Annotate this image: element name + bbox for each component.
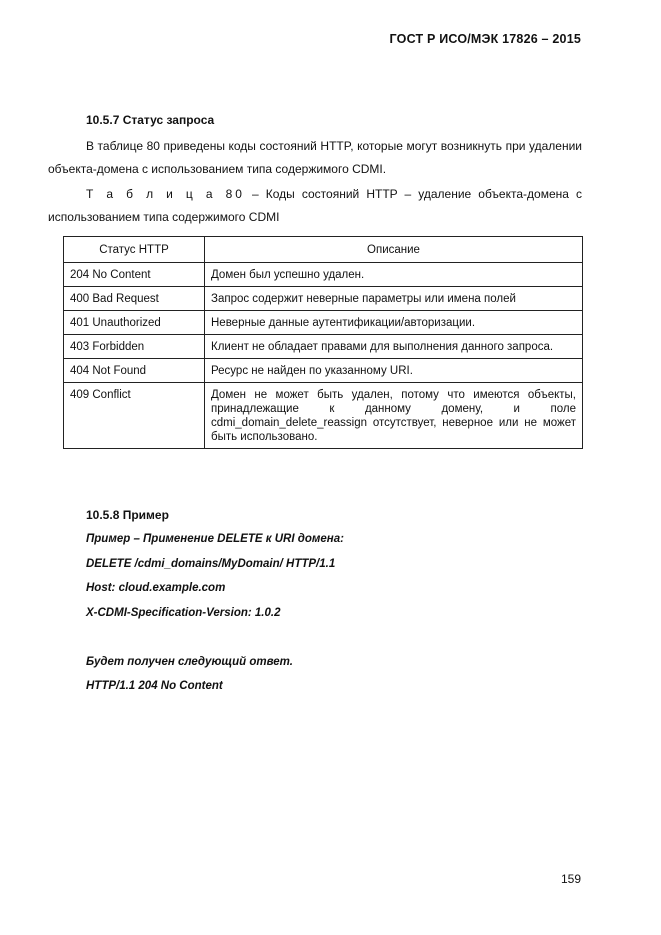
- status-cell: 400 Bad Request: [64, 287, 205, 311]
- description-cell: Домен был успешно удален.: [205, 263, 583, 287]
- status-cell: 401 Unauthorized: [64, 311, 205, 335]
- example-spec-version-line: X-CDMI-Specification-Version: 1.0.2: [86, 607, 281, 619]
- document-header: ГОСТ Р ИСО/МЭК 17826 – 2015: [389, 32, 581, 46]
- column-header-status: Статус HTTP: [64, 237, 205, 263]
- section-title-example: 10.5.8 Пример: [86, 508, 169, 522]
- table-row: [64, 287, 583, 311]
- example-host-line: Host: cloud.example.com: [86, 582, 226, 594]
- status-cell: 403 Forbidden: [64, 335, 205, 359]
- table-row: [64, 383, 583, 449]
- description-cell: Ресурс не найден по указанному URI.: [205, 359, 583, 383]
- table-header-row: [64, 237, 583, 263]
- description-cell: Домен не может быть удален, потому что имеются объекты, принадлежащие к данному домену, и поле cdmi_domain_delete_reassign отсутствует, неверное или не может быть использовано.: [205, 383, 583, 449]
- page-number: 159: [560, 872, 581, 886]
- description-cell: Клиент не обладает правами для выполнения данного запроса.: [205, 335, 583, 359]
- intro-paragraph: [48, 135, 582, 181]
- table-caption-text: – Коды состояний HTTP – удаление объекта-домена с использованием типа содержимого CDMI: [48, 187, 582, 224]
- intro-paragraph-text: В таблице 80 приведены коды состояний HTTP, которые могут возникнуть при удалении объекта-домена с использованием типа содержимого CDMI.: [48, 139, 582, 176]
- table-caption-label: Т а б л и ц а 80: [86, 187, 245, 201]
- description-cell: Запрос содержит неверные параметры или имена полей: [205, 287, 583, 311]
- section-title-status: 10.5.7 Статус запроса: [86, 113, 215, 127]
- example-label: Пример – Применение DELETE к URI домена:: [86, 533, 344, 545]
- status-cell: 409 Conflict: [64, 383, 205, 449]
- status-cell: 404 Not Found: [64, 359, 205, 383]
- response-label: Будет получен следующий ответ.: [86, 656, 293, 668]
- status-codes-table: [63, 236, 583, 449]
- table-caption: [48, 183, 582, 229]
- response-status-line: HTTP/1.1 204 No Content: [86, 680, 223, 692]
- table-row: [64, 335, 583, 359]
- example-request-line: DELETE /cdmi_domains/MyDomain/ HTTP/1.1: [86, 558, 336, 570]
- table-row: [64, 311, 583, 335]
- description-cell: Неверные данные аутентификации/авторизации.: [205, 311, 583, 335]
- column-header-description: Описание: [205, 237, 583, 263]
- status-cell: 204 No Content: [64, 263, 205, 287]
- table-row: [64, 359, 583, 383]
- table-row: [64, 263, 583, 287]
